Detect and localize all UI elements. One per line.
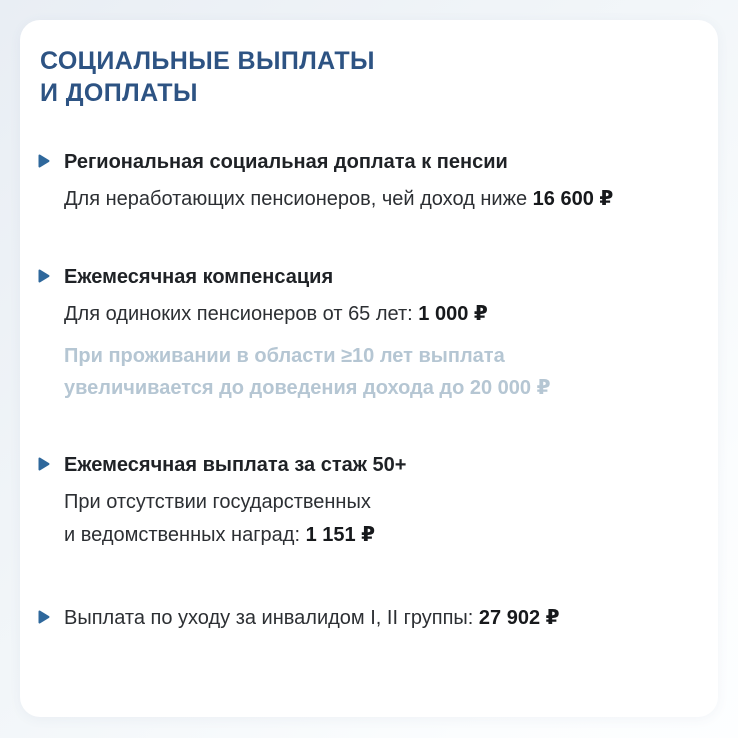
item-note-line-2: увеличивается до доведения дохода до 20 000 ₽ <box>64 377 551 399</box>
bullet-triangle-icon <box>38 457 50 471</box>
item-content <box>64 452 694 548</box>
page-title-line-2: И ДОПЛАТЫ <box>40 78 198 107</box>
item-heading: Ежемесячная выплата за стаж 50+ <box>64 454 407 476</box>
item-body-line-1: При отсутствии государственных <box>64 491 371 513</box>
payment-item-seniority-payment <box>38 452 694 548</box>
item-body <box>64 186 694 212</box>
bullet-triangle-icon <box>38 610 50 624</box>
item-note <box>64 340 694 404</box>
amount-value: 27 902 ₽ <box>478 607 560 629</box>
payment-item-regional-supplement <box>38 149 694 212</box>
item-heading: Ежемесячная компенсация <box>64 266 334 288</box>
item-body-text: Для одиноких пенсионеров от 65 лет: <box>64 303 419 325</box>
payment-item-monthly-compensation <box>38 264 694 404</box>
amount-value: 1 151 ₽ <box>305 524 376 546</box>
item-body-text: и ведомственных наград: <box>64 524 306 546</box>
bullet-triangle-icon <box>38 154 50 168</box>
page-title <box>40 46 694 109</box>
amount-value: 16 600 ₽ <box>532 188 614 210</box>
item-note-line-1: При проживании в области ≥10 лет выплата <box>64 345 505 367</box>
item-content <box>64 264 694 404</box>
payment-item-disability-care <box>38 605 694 631</box>
social-payments-card <box>20 20 718 717</box>
page-title-line-1: СОЦИАЛЬНЫЕ ВЫПЛАТЫ <box>40 47 375 75</box>
item-body-text: Для неработающих пенсионеров, чей доход ниже <box>64 188 533 210</box>
bullet-triangle-icon <box>38 269 50 283</box>
amount-value: 1 000 ₽ <box>418 303 488 325</box>
item-content <box>64 149 694 212</box>
item-body <box>64 301 694 327</box>
item-content <box>64 605 694 631</box>
item-body <box>64 605 694 631</box>
item-heading: Региональная социальная доплата к пенсии <box>64 151 508 173</box>
item-body-line-2 <box>64 522 694 548</box>
item-body-text: Выплата по уходу за инвалидом I, II группы: <box>64 607 479 629</box>
